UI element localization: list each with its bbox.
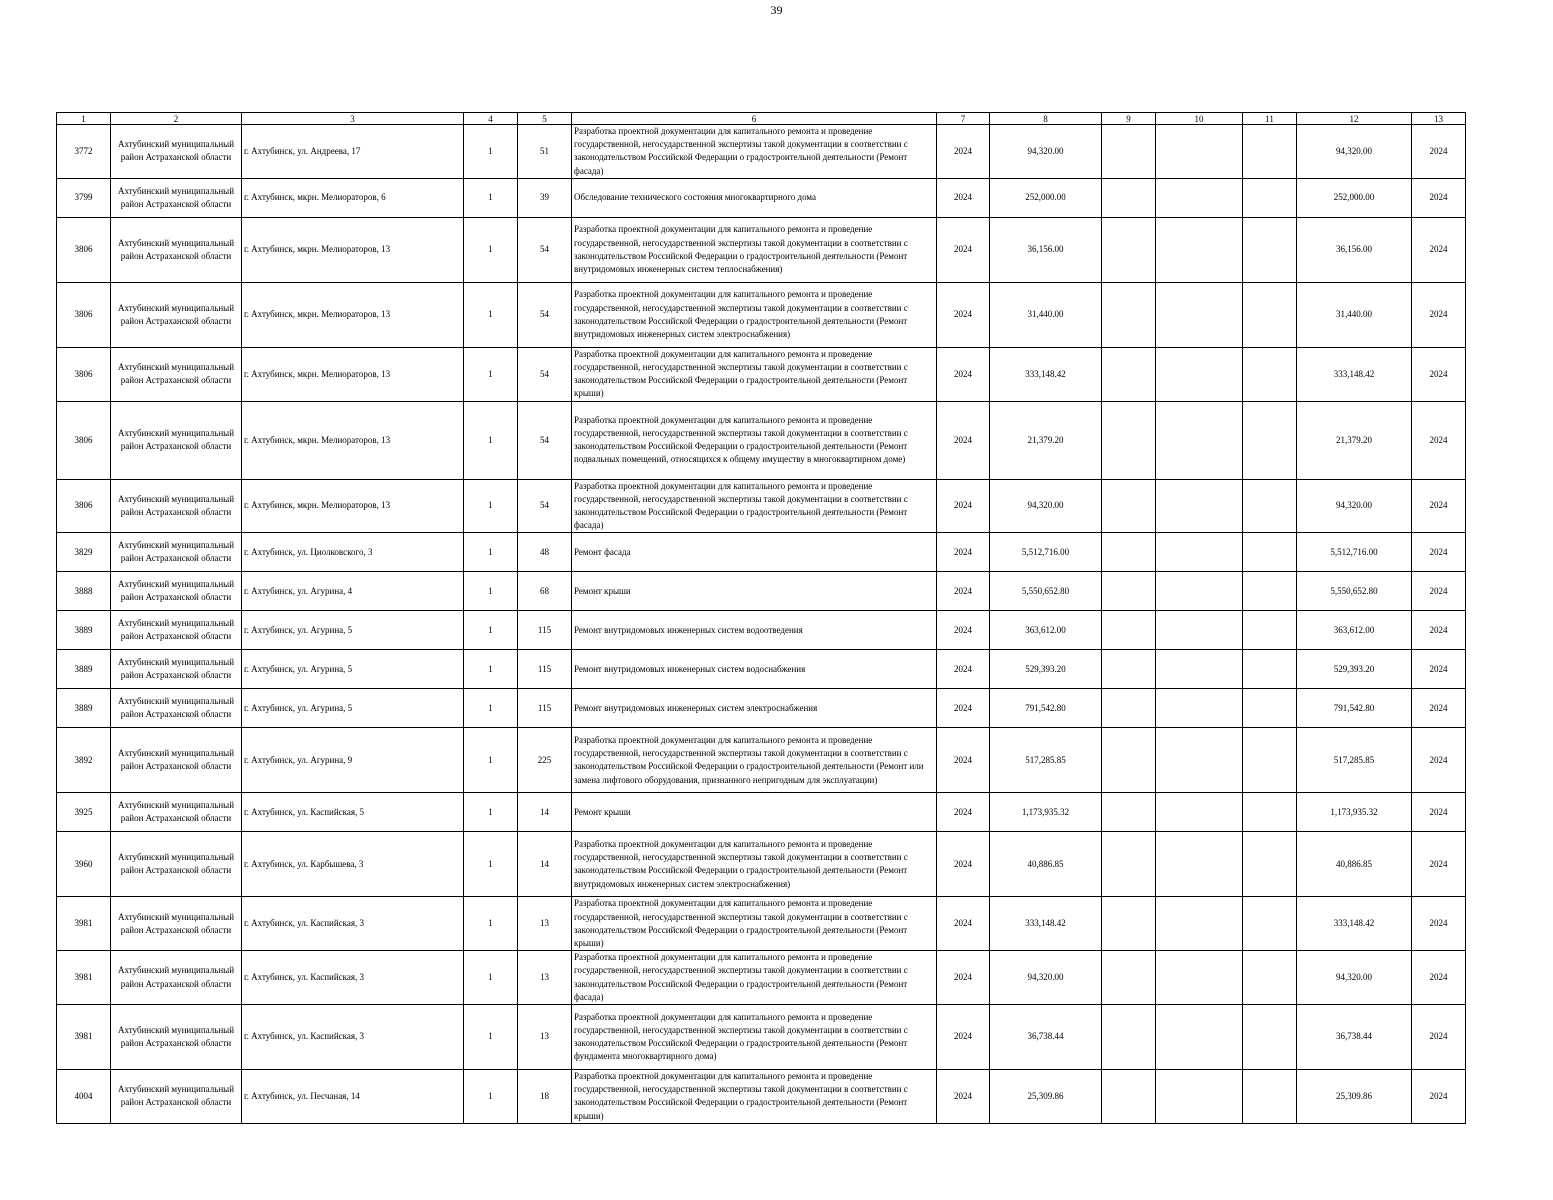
table-row: [57, 347, 1466, 401]
column-10-cell: [1156, 611, 1243, 650]
column-11-cell: [1243, 347, 1297, 401]
table-row: [57, 689, 1466, 728]
address-cell: г. Ахтубинск, мкрн. Мелиораторов, 13: [242, 347, 464, 401]
municipality-cell: Ахтубинский муниципальный район Астраханской области: [111, 178, 242, 217]
municipality-cell: Ахтубинский муниципальный район Астраханской области: [111, 1070, 242, 1124]
work-description-cell: Разработка проектной документации для капитального ремонта и проведение государственной, негосударственной экспертизы такой документации в соответствии с законодательством Российской Федерации о градостроительной деятельности (Ремонт крыши): [572, 1070, 937, 1124]
year-cell: 2024: [937, 125, 990, 179]
cost-cell: 31,440.00: [990, 282, 1102, 347]
work-description-cell: Ремонт внутридомовых инженерных систем водоснабжения: [572, 650, 937, 689]
row-number: 3806: [57, 217, 111, 282]
column-5-cell: 54: [518, 282, 572, 347]
column-11-cell: [1243, 611, 1297, 650]
column-11-cell: [1243, 178, 1297, 217]
column-11-cell: [1243, 282, 1297, 347]
address-cell: г. Ахтубинск, ул. Агурина, 5: [242, 689, 464, 728]
column-9-cell: [1102, 533, 1156, 572]
municipality-cell: Ахтубинский муниципальный район Астраханской области: [111, 728, 242, 793]
row-number: 3960: [57, 832, 111, 897]
table-row: [57, 572, 1466, 611]
municipality-cell: Ахтубинский муниципальный район Астраханской области: [111, 282, 242, 347]
column-11-cell: [1243, 401, 1297, 479]
column-4-cell: 1: [464, 401, 518, 479]
column-number: 3: [242, 113, 464, 125]
column-5-cell: 48: [518, 533, 572, 572]
table-row: [57, 479, 1466, 533]
municipality-cell: Ахтубинский муниципальный район Астраханской области: [111, 125, 242, 179]
completion-year-cell: 2024: [1412, 951, 1466, 1005]
column-10-cell: [1156, 282, 1243, 347]
row-number: 3888: [57, 572, 111, 611]
municipality-cell: Ахтубинский муниципальный район Астраханской области: [111, 401, 242, 479]
column-number-row: [57, 113, 1466, 125]
row-number: 3889: [57, 689, 111, 728]
column-5-cell: 54: [518, 479, 572, 533]
column-5-cell: 54: [518, 217, 572, 282]
column-9-cell: [1102, 217, 1156, 282]
column-9-cell: [1102, 401, 1156, 479]
cost-cell: 1,173,935.32: [990, 793, 1102, 832]
row-number: 3892: [57, 728, 111, 793]
column-5-cell: 115: [518, 689, 572, 728]
column-5-cell: 51: [518, 125, 572, 179]
row-number: 3772: [57, 125, 111, 179]
column-9-cell: [1102, 951, 1156, 1005]
column-number: 2: [111, 113, 242, 125]
completion-year-cell: 2024: [1412, 1005, 1466, 1070]
municipality-cell: Ахтубинский муниципальный район Астраханской области: [111, 572, 242, 611]
total-cost-cell: 94,320.00: [1297, 951, 1412, 1005]
work-description-cell: Разработка проектной документации для капитального ремонта и проведение государственной, негосударственной экспертизы такой документации в соответствии с законодательством Российской Федерации о градостроительной деятельности (Ремонт или замена лифтового оборудования, признанного непригодным для эксплуатации): [572, 728, 937, 793]
total-cost-cell: 363,612.00: [1297, 611, 1412, 650]
total-cost-cell: 31,440.00: [1297, 282, 1412, 347]
work-description-cell: Разработка проектной документации для капитального ремонта и проведение государственной, негосударственной экспертизы такой документации в соответствии с законодательством Российской Федерации о градостроительной деятельности (Ремонт крыши): [572, 347, 937, 401]
table-row: [57, 178, 1466, 217]
completion-year-cell: 2024: [1412, 282, 1466, 347]
column-number: 4: [464, 113, 518, 125]
year-cell: 2024: [937, 689, 990, 728]
municipality-cell: Ахтубинский муниципальный район Астраханской области: [111, 217, 242, 282]
column-number: 10: [1156, 113, 1243, 125]
table-row: [57, 611, 1466, 650]
row-number: 3981: [57, 897, 111, 951]
address-cell: г. Ахтубинск, мкрн. Мелиораторов, 13: [242, 479, 464, 533]
column-10-cell: [1156, 793, 1243, 832]
municipality-cell: Ахтубинский муниципальный район Астраханской области: [111, 650, 242, 689]
column-5-cell: 13: [518, 1005, 572, 1070]
column-5-cell: 39: [518, 178, 572, 217]
completion-year-cell: 2024: [1412, 572, 1466, 611]
cost-cell: 25,309.86: [990, 1070, 1102, 1124]
column-9-cell: [1102, 1005, 1156, 1070]
total-cost-cell: 333,148.42: [1297, 897, 1412, 951]
cost-cell: 252,000.00: [990, 178, 1102, 217]
column-5-cell: 54: [518, 347, 572, 401]
year-cell: 2024: [937, 178, 990, 217]
total-cost-cell: 94,320.00: [1297, 125, 1412, 179]
work-description-cell: Ремонт внутридомовых инженерных систем водоотведения: [572, 611, 937, 650]
column-11-cell: [1243, 125, 1297, 179]
column-11-cell: [1243, 951, 1297, 1005]
work-description-cell: Ремонт фасада: [572, 533, 937, 572]
completion-year-cell: 2024: [1412, 1070, 1466, 1124]
table-row: [57, 897, 1466, 951]
work-description-cell: Разработка проектной документации для капитального ремонта и проведение государственной, негосударственной экспертизы такой документации в соответствии с законодательством Российской Федерации о градостроительной деятельности (Ремонт фасада): [572, 125, 937, 179]
column-9-cell: [1102, 282, 1156, 347]
year-cell: 2024: [937, 611, 990, 650]
municipality-cell: Ахтубинский муниципальный район Астраханской области: [111, 611, 242, 650]
column-10-cell: [1156, 650, 1243, 689]
cost-cell: 363,612.00: [990, 611, 1102, 650]
year-cell: 2024: [937, 793, 990, 832]
table-row: [57, 533, 1466, 572]
completion-year-cell: 2024: [1412, 401, 1466, 479]
completion-year-cell: 2024: [1412, 611, 1466, 650]
column-4-cell: 1: [464, 217, 518, 282]
cost-cell: 333,148.42: [990, 347, 1102, 401]
year-cell: 2024: [937, 1005, 990, 1070]
column-4-cell: 1: [464, 572, 518, 611]
column-9-cell: [1102, 125, 1156, 179]
column-9-cell: [1102, 347, 1156, 401]
column-number: 8: [990, 113, 1102, 125]
total-cost-cell: 5,512,716.00: [1297, 533, 1412, 572]
completion-year-cell: 2024: [1412, 533, 1466, 572]
cost-cell: 791,542.80: [990, 689, 1102, 728]
year-cell: 2024: [937, 572, 990, 611]
year-cell: 2024: [937, 282, 990, 347]
table-row: [57, 125, 1466, 179]
column-10-cell: [1156, 897, 1243, 951]
row-number: 3806: [57, 347, 111, 401]
cost-cell: 94,320.00: [990, 125, 1102, 179]
cost-cell: 5,512,716.00: [990, 533, 1102, 572]
completion-year-cell: 2024: [1412, 125, 1466, 179]
column-11-cell: [1243, 1005, 1297, 1070]
column-4-cell: 1: [464, 347, 518, 401]
address-cell: г. Ахтубинск, ул. Каспийская, 3: [242, 951, 464, 1005]
table-row: [57, 282, 1466, 347]
table-row: [57, 217, 1466, 282]
cost-cell: 333,148.42: [990, 897, 1102, 951]
work-description-cell: Разработка проектной документации для капитального ремонта и проведение государственной, негосударственной экспертизы такой документации в соответствии с законодательством Российской Федерации о градостроительной деятельности (Ремонт подвальных помещений, относящихся к общему имуществу в многоквартирном доме): [572, 401, 937, 479]
column-4-cell: 1: [464, 897, 518, 951]
address-cell: г. Ахтубинск, мкрн. Мелиораторов, 13: [242, 401, 464, 479]
work-description-cell: Ремонт крыши: [572, 793, 937, 832]
total-cost-cell: 1,173,935.32: [1297, 793, 1412, 832]
row-number: 3981: [57, 951, 111, 1005]
total-cost-cell: 36,156.00: [1297, 217, 1412, 282]
column-10-cell: [1156, 728, 1243, 793]
row-number: 3889: [57, 611, 111, 650]
completion-year-cell: 2024: [1412, 217, 1466, 282]
work-description-cell: Разработка проектной документации для капитального ремонта и проведение государственной, негосударственной экспертизы такой документации в соответствии с законодательством Российской Федерации о градостроительной деятельности (Ремонт внутридомовых инженерных систем электроснабжения): [572, 282, 937, 347]
year-cell: 2024: [937, 728, 990, 793]
address-cell: г. Ахтубинск, ул. Карбышева, 3: [242, 832, 464, 897]
total-cost-cell: 25,309.86: [1297, 1070, 1412, 1124]
repair-register-table: [56, 112, 1466, 1124]
total-cost-cell: 40,886.85: [1297, 832, 1412, 897]
completion-year-cell: 2024: [1412, 650, 1466, 689]
page-number: 39: [770, 3, 783, 17]
column-4-cell: 1: [464, 793, 518, 832]
column-5-cell: 225: [518, 728, 572, 793]
column-10-cell: [1156, 533, 1243, 572]
column-10-cell: [1156, 217, 1243, 282]
year-cell: 2024: [937, 951, 990, 1005]
work-description-cell: Разработка проектной документации для капитального ремонта и проведение государственной, негосударственной экспертизы такой документации в соответствии с законодательством Российской Федерации о градостроительной деятельности (Ремонт внутридомовых инженерных систем теплоснабжения): [572, 217, 937, 282]
column-10-cell: [1156, 125, 1243, 179]
work-description-cell: Разработка проектной документации для капитального ремонта и проведение государственной, негосударственной экспертизы такой документации в соответствии с законодательством Российской Федерации о градостроительной деятельности (Ремонт крыши): [572, 897, 937, 951]
year-cell: 2024: [937, 832, 990, 897]
total-cost-cell: 333,148.42: [1297, 347, 1412, 401]
cost-cell: 517,285.85: [990, 728, 1102, 793]
column-5-cell: 54: [518, 401, 572, 479]
address-cell: г. Ахтубинск, ул. Агурина, 5: [242, 650, 464, 689]
column-11-cell: [1243, 217, 1297, 282]
address-cell: г. Ахтубинск, мкрн. Мелиораторов, 6: [242, 178, 464, 217]
column-4-cell: 1: [464, 178, 518, 217]
column-number: 13: [1412, 113, 1466, 125]
work-description-cell: Обследование технического состояния многоквартирного дома: [572, 178, 937, 217]
column-9-cell: [1102, 479, 1156, 533]
cost-cell: 94,320.00: [990, 951, 1102, 1005]
column-10-cell: [1156, 832, 1243, 897]
column-9-cell: [1102, 178, 1156, 217]
row-number: 3806: [57, 401, 111, 479]
column-11-cell: [1243, 1070, 1297, 1124]
column-4-cell: 1: [464, 1005, 518, 1070]
address-cell: г. Ахтубинск, ул. Агурина, 4: [242, 572, 464, 611]
cost-cell: 36,738.44: [990, 1005, 1102, 1070]
column-number: 5: [518, 113, 572, 125]
address-cell: г. Ахтубинск, ул. Каспийская, 3: [242, 1005, 464, 1070]
total-cost-cell: 94,320.00: [1297, 479, 1412, 533]
table-row: [57, 832, 1466, 897]
column-10-cell: [1156, 689, 1243, 728]
year-cell: 2024: [937, 401, 990, 479]
year-cell: 2024: [937, 1070, 990, 1124]
address-cell: г. Ахтубинск, ул. Каспийская, 3: [242, 897, 464, 951]
column-number: 6: [572, 113, 937, 125]
total-cost-cell: 5,550,652.80: [1297, 572, 1412, 611]
column-4-cell: 1: [464, 282, 518, 347]
row-number: 3806: [57, 282, 111, 347]
work-description-cell: Разработка проектной документации для капитального ремонта и проведение государственной, негосударственной экспертизы такой документации в соответствии с законодательством Российской Федерации о градостроительной деятельности (Ремонт фасада): [572, 951, 937, 1005]
cost-cell: 21,379.20: [990, 401, 1102, 479]
work-description-cell: Разработка проектной документации для капитального ремонта и проведение государственной, негосударственной экспертизы такой документации в соответствии с законодательством Российской Федерации о градостроительной деятельности (Ремонт фундамента многоквартирного дома): [572, 1005, 937, 1070]
completion-year-cell: 2024: [1412, 897, 1466, 951]
row-number: 3925: [57, 793, 111, 832]
column-5-cell: 13: [518, 897, 572, 951]
column-11-cell: [1243, 832, 1297, 897]
column-9-cell: [1102, 793, 1156, 832]
year-cell: 2024: [937, 479, 990, 533]
column-11-cell: [1243, 897, 1297, 951]
column-4-cell: 1: [464, 689, 518, 728]
cost-cell: 40,886.85: [990, 832, 1102, 897]
table-row: [57, 401, 1466, 479]
column-11-cell: [1243, 479, 1297, 533]
column-number: 9: [1102, 113, 1156, 125]
municipality-cell: Ахтубинский муниципальный район Астраханской области: [111, 689, 242, 728]
column-11-cell: [1243, 533, 1297, 572]
address-cell: г. Ахтубинск, ул. Андреева, 17: [242, 125, 464, 179]
row-number: 3981: [57, 1005, 111, 1070]
column-10-cell: [1156, 347, 1243, 401]
address-cell: г. Ахтубинск, мкрн. Мелиораторов, 13: [242, 217, 464, 282]
column-number: 1: [57, 113, 111, 125]
year-cell: 2024: [937, 217, 990, 282]
column-4-cell: 1: [464, 125, 518, 179]
table-row: [57, 1070, 1466, 1124]
municipality-cell: Ахтубинский муниципальный район Астраханской области: [111, 533, 242, 572]
column-11-cell: [1243, 650, 1297, 689]
column-9-cell: [1102, 689, 1156, 728]
column-number: 7: [937, 113, 990, 125]
column-10-cell: [1156, 178, 1243, 217]
column-11-cell: [1243, 689, 1297, 728]
completion-year-cell: 2024: [1412, 728, 1466, 793]
column-9-cell: [1102, 832, 1156, 897]
municipality-cell: Ахтубинский муниципальный район Астраханской области: [111, 793, 242, 832]
completion-year-cell: 2024: [1412, 793, 1466, 832]
total-cost-cell: 36,738.44: [1297, 1005, 1412, 1070]
column-5-cell: 18: [518, 1070, 572, 1124]
year-cell: 2024: [937, 897, 990, 951]
column-4-cell: 1: [464, 479, 518, 533]
cost-cell: 36,156.00: [990, 217, 1102, 282]
column-4-cell: 1: [464, 1070, 518, 1124]
column-5-cell: 115: [518, 650, 572, 689]
column-11-cell: [1243, 728, 1297, 793]
column-10-cell: [1156, 1005, 1243, 1070]
column-9-cell: [1102, 650, 1156, 689]
cost-cell: 529,393.20: [990, 650, 1102, 689]
municipality-cell: Ахтубинский муниципальный район Астраханской области: [111, 479, 242, 533]
column-9-cell: [1102, 611, 1156, 650]
column-5-cell: 13: [518, 951, 572, 1005]
table-row: [57, 951, 1466, 1005]
column-10-cell: [1156, 951, 1243, 1005]
column-number: 11: [1243, 113, 1297, 125]
total-cost-cell: 21,379.20: [1297, 401, 1412, 479]
year-cell: 2024: [937, 533, 990, 572]
column-5-cell: 115: [518, 611, 572, 650]
column-11-cell: [1243, 572, 1297, 611]
column-4-cell: 1: [464, 832, 518, 897]
column-4-cell: 1: [464, 951, 518, 1005]
row-number: 3806: [57, 479, 111, 533]
address-cell: г. Ахтубинск, мкрн. Мелиораторов, 13: [242, 282, 464, 347]
column-10-cell: [1156, 401, 1243, 479]
row-number: 3829: [57, 533, 111, 572]
column-9-cell: [1102, 728, 1156, 793]
table-row: [57, 793, 1466, 832]
column-number: 12: [1297, 113, 1412, 125]
row-number: 3799: [57, 178, 111, 217]
address-cell: г. Ахтубинск, ул. Циолковского, 3: [242, 533, 464, 572]
column-10-cell: [1156, 572, 1243, 611]
column-10-cell: [1156, 1070, 1243, 1124]
work-description-cell: Разработка проектной документации для капитального ремонта и проведение государственной, негосударственной экспертизы такой документации в соответствии с законодательством Российской Федерации о градостроительной деятельности (Ремонт фасада): [572, 479, 937, 533]
municipality-cell: Ахтубинский муниципальный район Астраханской области: [111, 832, 242, 897]
table-row: [57, 1005, 1466, 1070]
total-cost-cell: 517,285.85: [1297, 728, 1412, 793]
address-cell: г. Ахтубинск, ул. Каспийская, 5: [242, 793, 464, 832]
year-cell: 2024: [937, 650, 990, 689]
row-number: 3889: [57, 650, 111, 689]
municipality-cell: Ахтубинский муниципальный район Астраханской области: [111, 897, 242, 951]
total-cost-cell: 791,542.80: [1297, 689, 1412, 728]
column-9-cell: [1102, 897, 1156, 951]
column-5-cell: 14: [518, 793, 572, 832]
year-cell: 2024: [937, 347, 990, 401]
column-10-cell: [1156, 479, 1243, 533]
row-number: 4004: [57, 1070, 111, 1124]
column-4-cell: 1: [464, 728, 518, 793]
total-cost-cell: 252,000.00: [1297, 178, 1412, 217]
total-cost-cell: 529,393.20: [1297, 650, 1412, 689]
column-9-cell: [1102, 1070, 1156, 1124]
column-11-cell: [1243, 793, 1297, 832]
column-4-cell: 1: [464, 650, 518, 689]
column-9-cell: [1102, 572, 1156, 611]
address-cell: г. Ахтубинск, ул. Песчаная, 14: [242, 1070, 464, 1124]
column-4-cell: 1: [464, 611, 518, 650]
municipality-cell: Ахтубинский муниципальный район Астраханской области: [111, 347, 242, 401]
completion-year-cell: 2024: [1412, 178, 1466, 217]
column-5-cell: 68: [518, 572, 572, 611]
municipality-cell: Ахтубинский муниципальный район Астраханской области: [111, 951, 242, 1005]
work-description-cell: Ремонт внутридомовых инженерных систем электроснабжения: [572, 689, 937, 728]
work-description-cell: Разработка проектной документации для капитального ремонта и проведение государственной, негосударственной экспертизы такой документации в соответствии с законодательством Российской Федерации о градостроительной деятельности (Ремонт внутридомовых инженерных систем электроснабжения): [572, 832, 937, 897]
column-5-cell: 14: [518, 832, 572, 897]
completion-year-cell: 2024: [1412, 347, 1466, 401]
municipality-cell: Ахтубинский муниципальный район Астраханской области: [111, 1005, 242, 1070]
work-description-cell: Ремонт крыши: [572, 572, 937, 611]
cost-cell: 94,320.00: [990, 479, 1102, 533]
completion-year-cell: 2024: [1412, 689, 1466, 728]
completion-year-cell: 2024: [1412, 832, 1466, 897]
address-cell: г. Ахтубинск, ул. Агурина, 5: [242, 611, 464, 650]
cost-cell: 5,550,652.80: [990, 572, 1102, 611]
address-cell: г. Ахтубинск, ул. Агурина, 9: [242, 728, 464, 793]
column-4-cell: 1: [464, 533, 518, 572]
table-row: [57, 650, 1466, 689]
table-row: [57, 728, 1466, 793]
completion-year-cell: 2024: [1412, 479, 1466, 533]
